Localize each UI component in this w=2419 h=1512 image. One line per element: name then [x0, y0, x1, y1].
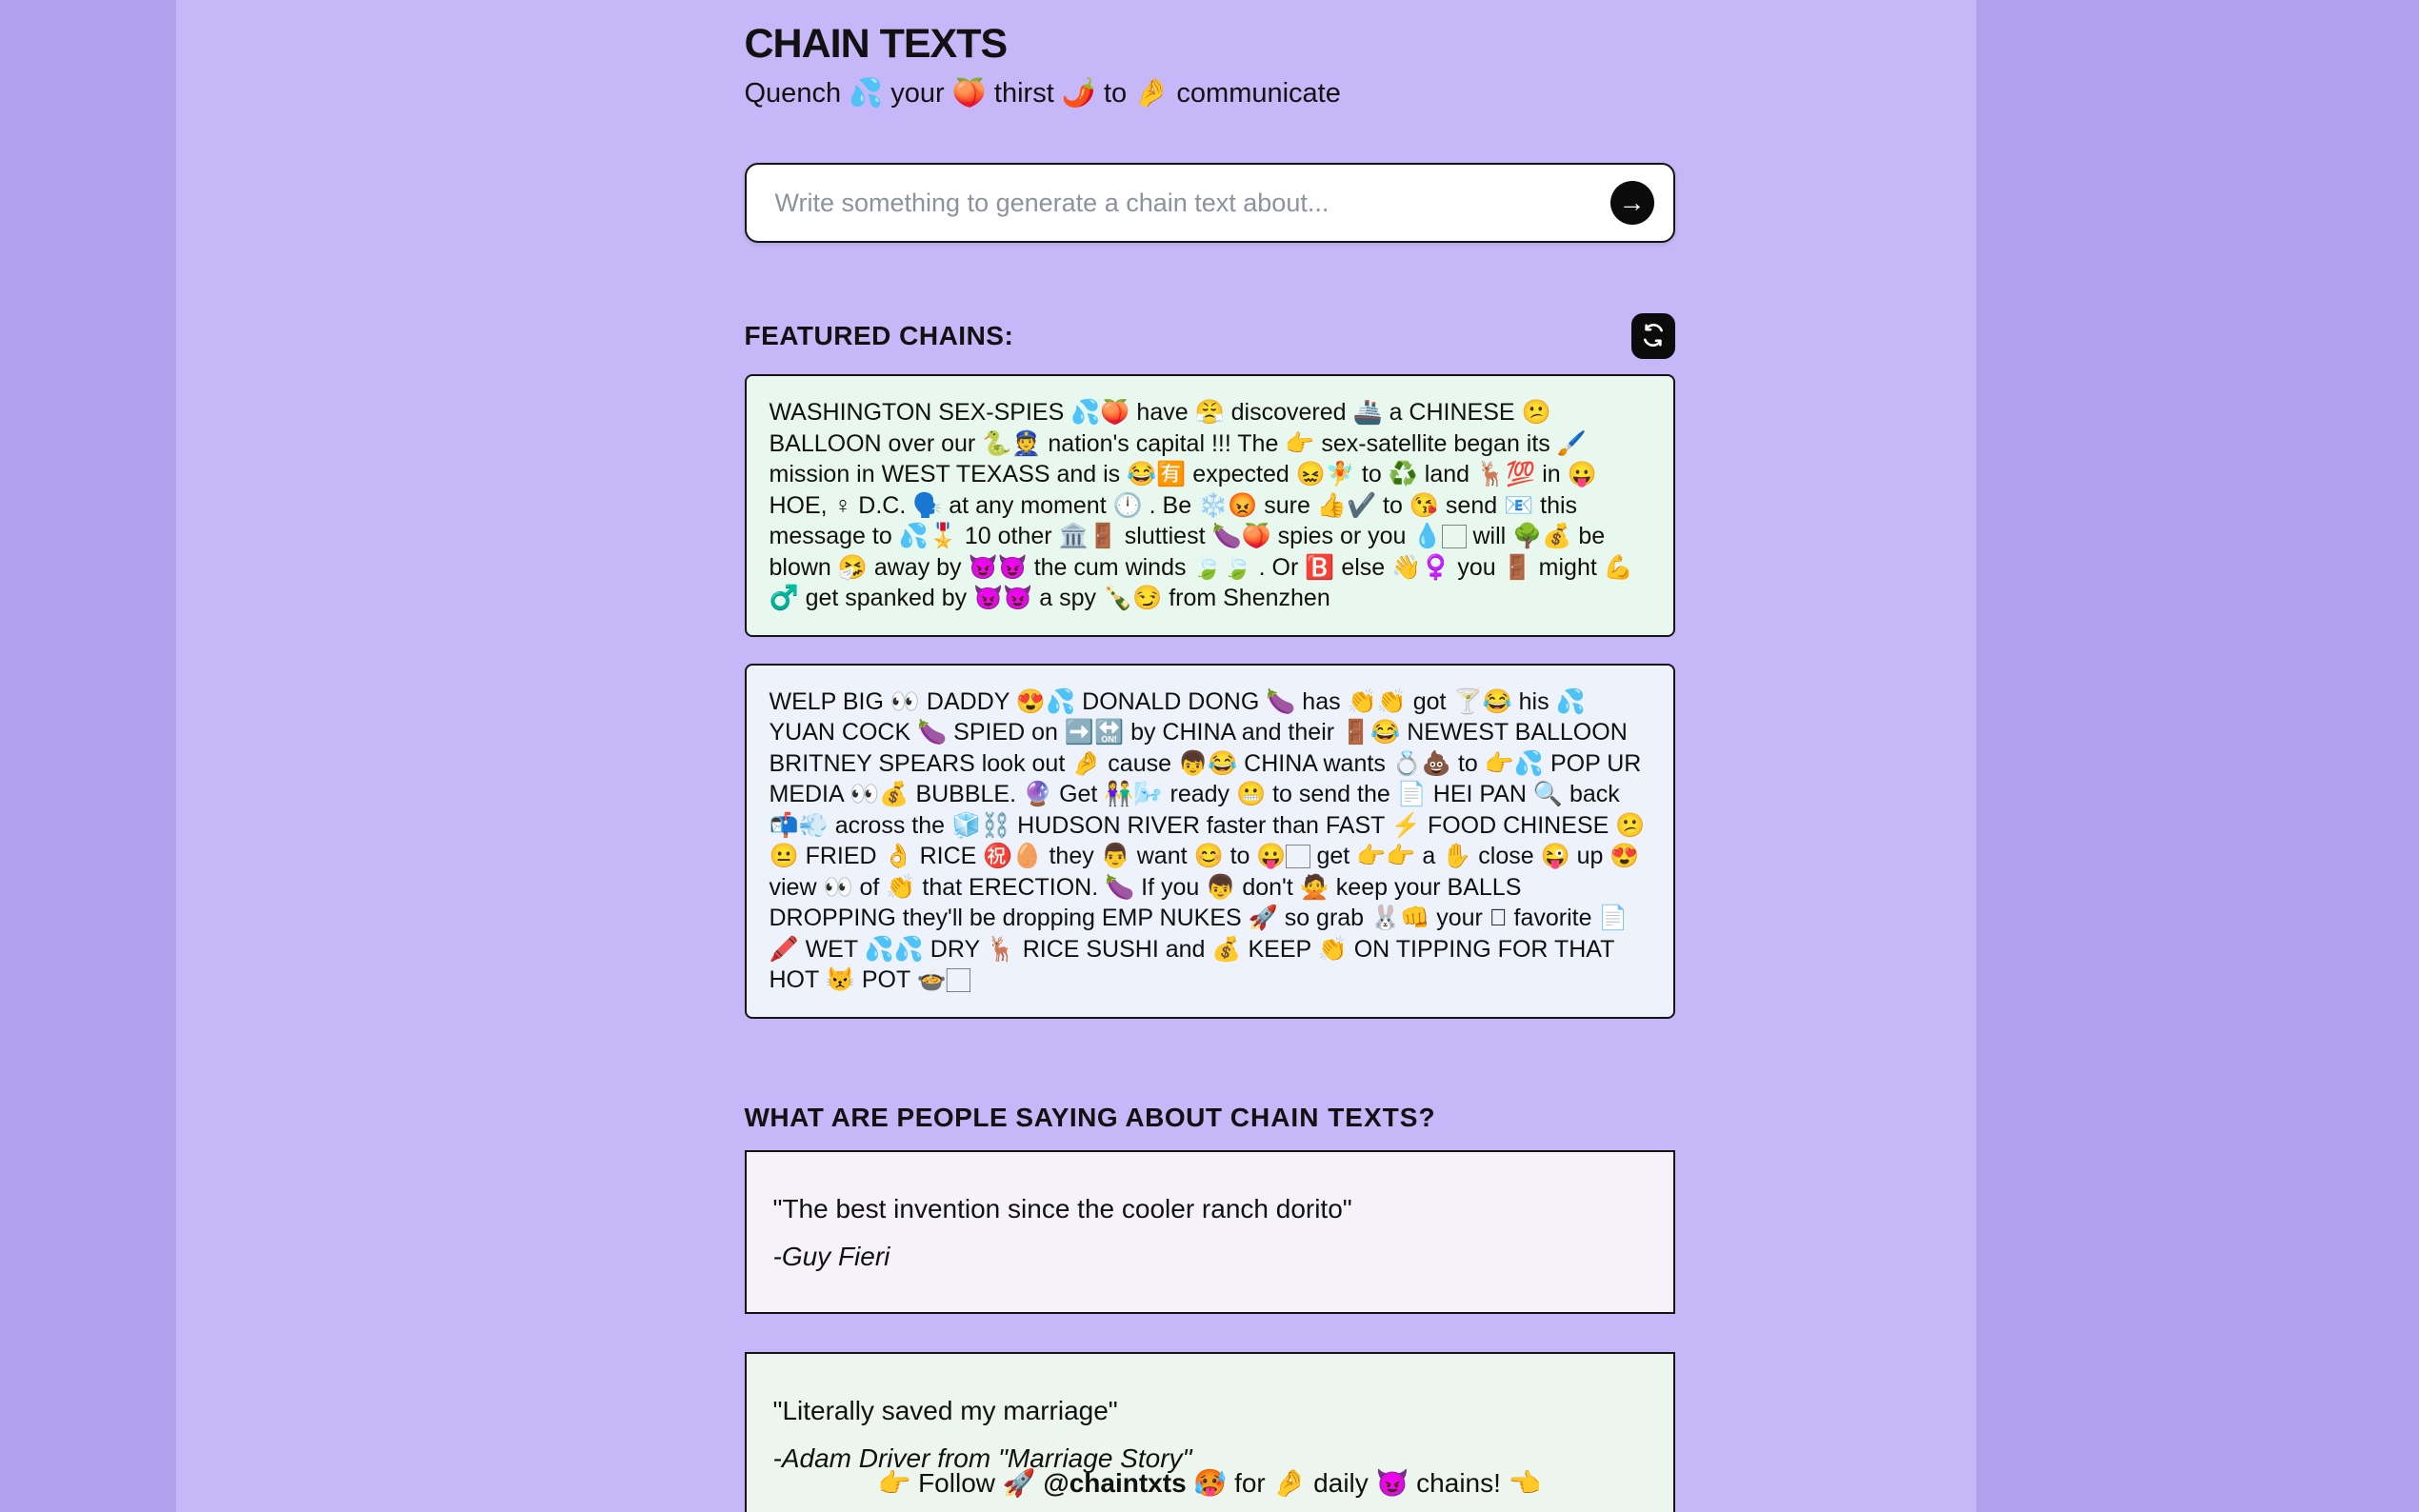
featured-chain-2: WELP BIG 👀 DADDY 😍💦 DONALD DONG 🍆 has 👏👏 got 🍸😂 his 💦 YUAN COCK 🍆 SPIED on ➡️🔛 by CHINA and their 🚪😂 NEWEST BALLOON BRITNEY SPEARS look out 🤌 cause 👦😂 CHINA wants 💍💩 to 👉💦 POP UR MEDIA 👀💰 BUBBLE. 🔮 Get 👫🌬️ ready 😬 to send the 📄 HEI PAN 🔍 back 📬💨 across the 🧊⛓️ HUDSON RIVER faster than FAST ⚡ FOOD CHINESE 😕😐 FRIED 👌 RICE ㊗️🥚 they 👨 want 😊 to 😛🏻 get 👉👉 a ✋ close 😜 up 😍 view 👀 of 👏 that ERECTION. 🍆 If you 👦 don't 🙅 keep your BALLS DROPPING they'll be dropping EMP NUKES 🚀 so grab 🐰👊 your 🏻 favorite 📄🖍️ WET 💦💦 DRY 🦌 RICE SUSHI and 💰 KEEP 👏 ON TIPPING FOR THAT HOT 😾 POT 🍲🏻 — [745, 664, 1675, 1019]
arrow-right-icon: → — [1618, 188, 1646, 217]
testimonial-attribution: -Guy Fieri — [772, 1241, 890, 1271]
brand-name: CHAIN TEXTS — [1229, 1102, 1419, 1132]
refresh-button[interactable] — [1631, 313, 1675, 359]
testimonial-attribution: -Adam Driver from "Marriage Story" — [772, 1442, 1192, 1473]
testimonial-1 — [745, 1150, 1675, 1314]
refresh-icon — [1641, 323, 1666, 350]
generator-input-container — [745, 163, 1675, 243]
submit-button[interactable] — [1610, 181, 1654, 225]
featured-chain-1: WASHINGTON SEX-SPIES 💦🍑 have 😤 discovered 🚢 a CHINESE 😕 BALLOON over our 🐍👮 nation's capital !!! The 👉 sex-satellite began its 🖌️ mission in WEST TEXASS and is 😂🈶 expected 😖🧚 to ♻️ land 🦌💯 in 😛 HOE, ♀ D.C. 🗣️ at any moment 🕛 . Be ❄️😡 sure 👍✔️ to 😘 send 📧 this message to 💦🎖️ 10 other 🏛️🚪 sluttiest 🍆🍑 spies or you 💧🏻 will 🌳💰 be blown 🤧 away by 😈😈 the cum winds 🍃🍃 . Or 🅱️ else 👋♀️ you 🚪 might 💪♂️ get spanked by 😈😈 a spy 🍾😏 from Shenzhen — [745, 374, 1675, 637]
testimonials-heading: WHAT ARE PEOPLE SAYING ABOUT CHAIN TEXTS? — [744, 1102, 1436, 1132]
page-subtitle: Quench 💦 your 🍑 thirst 🌶️ to 🤌 communicate — [744, 78, 1341, 109]
page-title: CHAIN TEXTS — [744, 21, 1008, 67]
footer-text: 👉 Follow 🚀 @chaintxts 🥵 for 🤌 daily 😈 chains! 👈 — [877, 1468, 1542, 1498]
featured-chains-heading: FEATURED CHAINS: — [744, 321, 1014, 350]
generate-chain-input[interactable] — [775, 189, 1610, 218]
testimonial-quote: "The best invention since the cooler ranch dorito" — [772, 1193, 1352, 1224]
footer-handle: @chaintxts — [1043, 1468, 1187, 1498]
testimonial-quote: "Literally saved my marriage" — [772, 1395, 1118, 1425]
